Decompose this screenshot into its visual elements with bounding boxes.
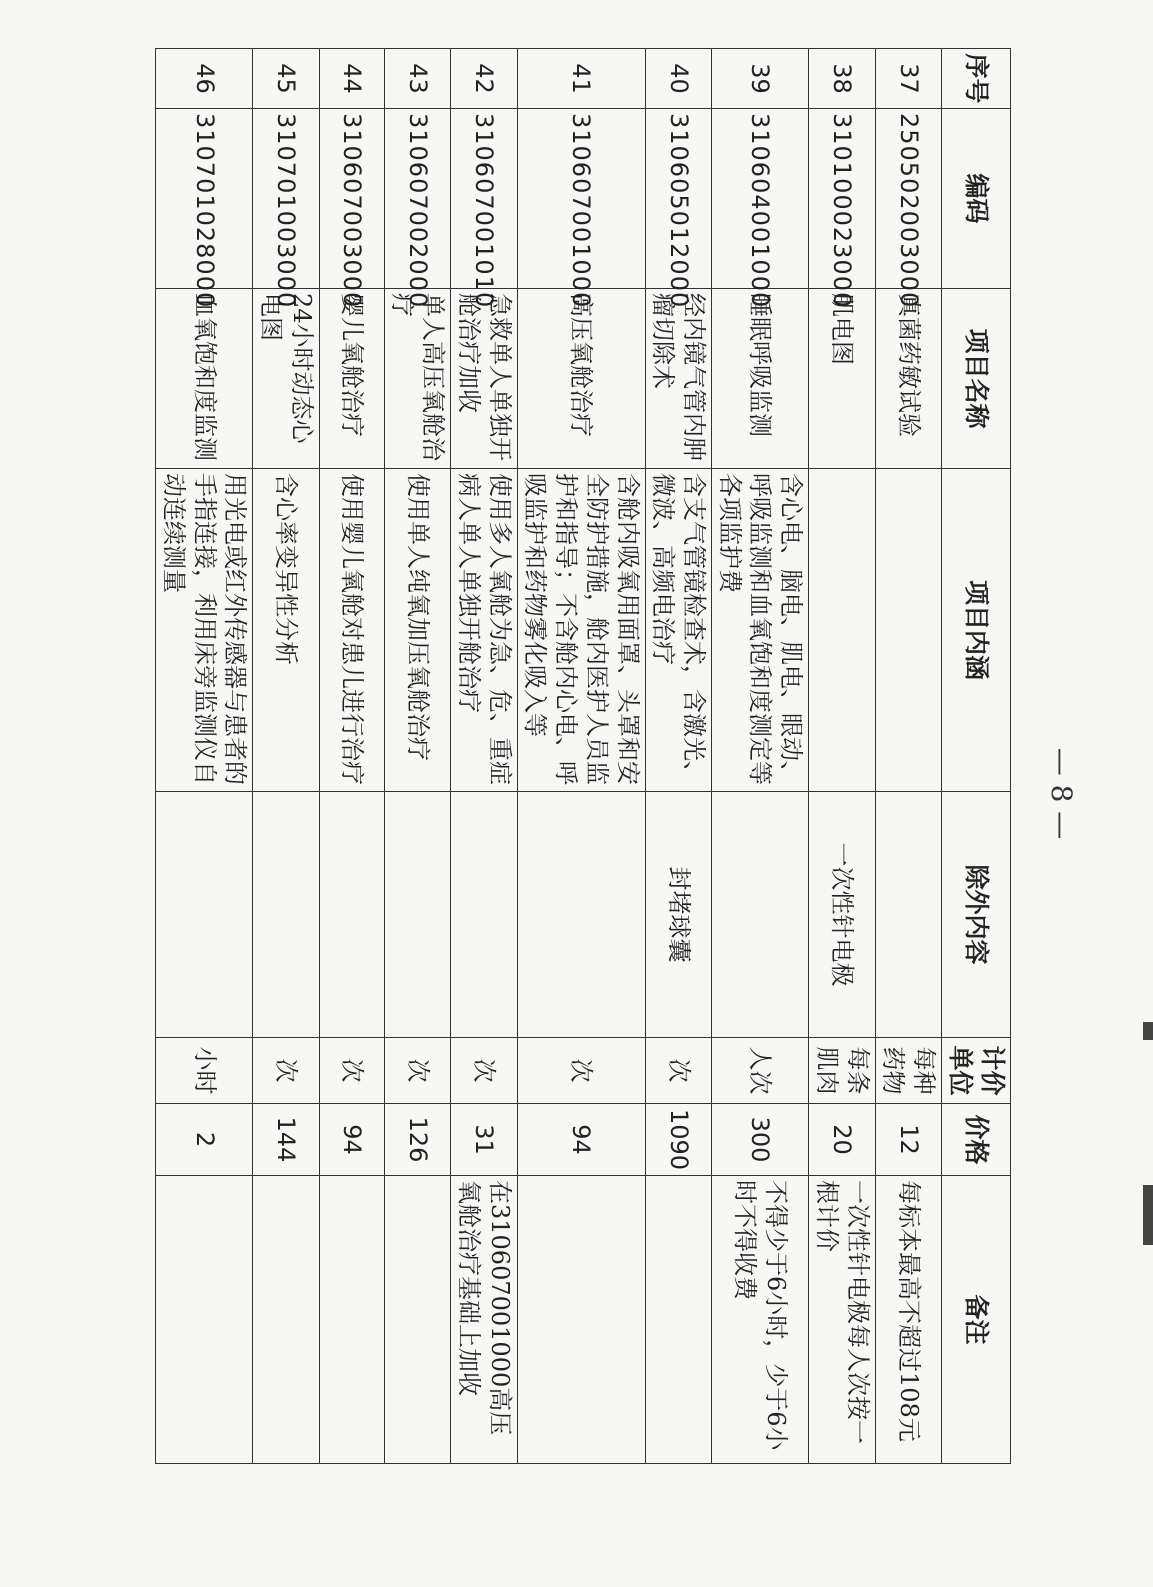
- table-row: [711, 49, 808, 1464]
- cell-content: 含心电、脑电、肌电、眼动、呼吸监测和血氧饱和度测定等各项监护费: [711, 469, 808, 792]
- cell-unit: 每条肌肉: [809, 1038, 875, 1104]
- table-row: [319, 49, 384, 1464]
- table-row: [875, 49, 941, 1464]
- cell-seq: 39: [711, 49, 808, 109]
- table-row: [384, 49, 450, 1464]
- cell-excluded: [156, 792, 253, 1038]
- table-row: [156, 49, 253, 1464]
- cell-name: 急救单人单独开舱治疗加收: [451, 289, 517, 469]
- cell-name: 单人高压氧舱治疗: [384, 289, 450, 469]
- cell-code: 310100023000: [809, 109, 875, 289]
- cell-name: 经内镜气管内肿瘤切除术: [645, 289, 711, 469]
- cell-content: 使用多人氧舱为急、危、重症病人单人单独开舱治疗: [451, 469, 517, 792]
- cell-content: 含舱内吸氧用面罩、头罩和安全防护措施，舱内医护人员监护和指导；不含舱内心电、呼吸监护和药物雾化吸入等: [517, 469, 645, 792]
- cell-unit: 次: [319, 1038, 384, 1104]
- cell-code: 310701028000: [156, 109, 253, 289]
- cell-note: 一次性针电极每人次按一根计价: [809, 1176, 875, 1464]
- cell-excluded: [451, 792, 517, 1038]
- cell-excluded: [517, 792, 645, 1038]
- table-row: [253, 49, 319, 1464]
- cell-excluded: 一次性针电极: [809, 792, 875, 1038]
- cell-name: 婴儿氧舱治疗: [319, 289, 384, 469]
- cell-excluded: [711, 792, 808, 1038]
- cell-price: 144: [253, 1104, 319, 1176]
- cell-note: [645, 1176, 711, 1464]
- cell-name: 血氧饱和度监测: [156, 289, 253, 469]
- table-header-row: [942, 49, 1011, 1464]
- cell-price: 2: [156, 1104, 253, 1176]
- cell-excluded: [319, 792, 384, 1038]
- header-code: 编码: [942, 109, 1011, 289]
- cell-price: 126: [384, 1104, 450, 1176]
- cell-note: [253, 1176, 319, 1464]
- header-seq: 序号: [942, 49, 1011, 109]
- cell-name: 真菌药敏试验: [875, 289, 941, 469]
- cell-content: 含心率变异性分析: [253, 469, 319, 792]
- header-price: 价格: [942, 1104, 1011, 1176]
- cell-seq: 45: [253, 49, 319, 109]
- cell-unit: 次: [384, 1038, 450, 1104]
- cell-seq: 41: [517, 49, 645, 109]
- header-name: 项目名称: [942, 289, 1011, 469]
- cell-content: 含支气管镜检查术，含激光、微波、高频电治疗: [645, 469, 711, 792]
- cell-note: [384, 1176, 450, 1464]
- cell-code: 310607002000: [384, 109, 450, 289]
- cell-price: 94: [517, 1104, 645, 1176]
- cell-code: 310605012000: [645, 109, 711, 289]
- cell-excluded: [384, 792, 450, 1038]
- cell-code: 310701003000: [253, 109, 319, 289]
- cell-note: [319, 1176, 384, 1464]
- cell-content: 使用婴儿氧舱对患儿进行治疗: [319, 469, 384, 792]
- cell-unit: 次: [253, 1038, 319, 1104]
- cell-code: 310607003000: [319, 109, 384, 289]
- page-number: — 8 —: [1045, 747, 1078, 840]
- cell-price: 1090: [645, 1104, 711, 1176]
- cell-price: 300: [711, 1104, 808, 1176]
- cell-code: 310607001000: [517, 109, 645, 289]
- cell-seq: 40: [645, 49, 711, 109]
- cell-excluded: 封堵球囊: [645, 792, 711, 1038]
- header-unit: 计价单位: [942, 1038, 1011, 1104]
- cell-note: [156, 1176, 253, 1464]
- cell-unit: 次: [517, 1038, 645, 1104]
- cell-content: 用光电或红外传感器与患者的手指连接，利用床旁监测仪自动连续测量: [156, 469, 253, 792]
- cell-note: [517, 1176, 645, 1464]
- cell-unit: 每种药物: [875, 1038, 941, 1104]
- cell-price: 20: [809, 1104, 875, 1176]
- cell-code: 310604001000: [711, 109, 808, 289]
- cell-note: 每标本最高不超过108元: [875, 1176, 941, 1464]
- cell-seq: 38: [809, 49, 875, 109]
- header-note: 备注: [942, 1176, 1011, 1464]
- cell-unit: 次: [645, 1038, 711, 1104]
- cell-content: [875, 469, 941, 792]
- cell-note: 在310607001000高压氧舱治疗基础上加收: [451, 1176, 517, 1464]
- cell-unit: 人次: [711, 1038, 808, 1104]
- header-content: 项目内涵: [942, 469, 1011, 792]
- cell-price: 12: [875, 1104, 941, 1176]
- cell-name: 高压氧舱治疗: [517, 289, 645, 469]
- cell-content: 使用单人纯氧加压氧舱治疗: [384, 469, 450, 792]
- header-excluded: 除外内容: [942, 792, 1011, 1038]
- table-row: [809, 49, 875, 1464]
- cell-unit: 次: [451, 1038, 517, 1104]
- cell-code: 250502003000: [875, 109, 941, 289]
- table-row: [517, 49, 645, 1464]
- price-table: [155, 48, 1011, 1464]
- cell-note: 不得少于6小时，少于6小时不得收费: [711, 1176, 808, 1464]
- cell-price: 94: [319, 1104, 384, 1176]
- cell-content: [809, 469, 875, 792]
- cell-seq: 43: [384, 49, 450, 109]
- cell-seq: 46: [156, 49, 253, 109]
- table-row: [645, 49, 711, 1464]
- cell-seq: 37: [875, 49, 941, 109]
- cell-seq: 44: [319, 49, 384, 109]
- cell-price: 31: [451, 1104, 517, 1176]
- cell-name: 24小时动态心电图: [253, 289, 319, 469]
- cell-unit: 小时: [156, 1038, 253, 1104]
- cell-seq: 42: [451, 49, 517, 109]
- table-row: [451, 49, 517, 1464]
- cell-name: 肌电图: [809, 289, 875, 469]
- cell-code: 310607001010: [451, 109, 517, 289]
- cell-excluded: [875, 792, 941, 1038]
- cell-name: 睡眠呼吸监测: [711, 289, 808, 469]
- cell-excluded: [253, 792, 319, 1038]
